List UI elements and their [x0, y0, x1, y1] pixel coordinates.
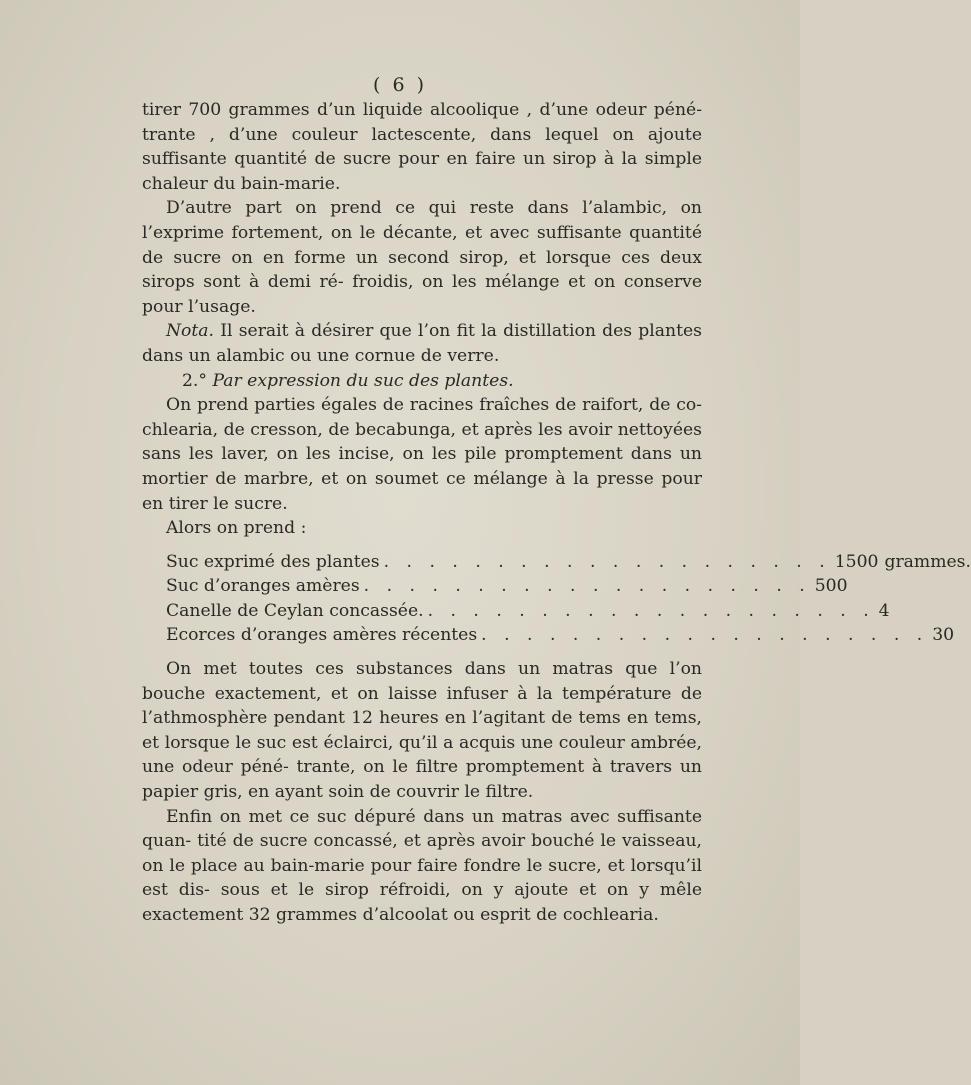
nota-paragraph	[142, 319, 702, 368]
section-heading	[142, 369, 702, 394]
section-title: Par expression du suc des plantes.	[212, 370, 514, 391]
recipe-row	[166, 550, 971, 575]
ingredient-quantity: 4	[878, 600, 890, 621]
nota-label: Nota.	[166, 321, 215, 342]
leader-dots: . . . . . . . . . . . . . . . . . . . .	[427, 600, 875, 621]
ingredient-name: Suc d’oranges amères	[166, 576, 360, 597]
leader-dots: . . . . . . . . . . . . . . . . . . . .	[363, 576, 811, 597]
section-number: 2.°	[182, 370, 207, 391]
paragraph-final: Enfin on met ce suc dépuré dans un matras avec suffisante quan- tité de sucre concassé, et après avoir bouché le vaisseau, on le place au bain-marie pour faire fondre le sucre, et lorsqu’il est dis- sous et le sirop réfroidi, on y ajoute et on y mêle exactement 32 grammes d’alcoolat ou esprit de cochlearia.	[142, 806, 702, 925]
leader-dots: . . . . . . . . . . . . . . . . . . . .	[481, 625, 929, 646]
ingredient-quantity: 1500	[834, 551, 879, 572]
page-number: ( 6 )	[373, 74, 427, 96]
paragraph-infusion: On met toutes ces substances dans un matras que l’on bouche exactement, et on laisse infuser à la température de l’athmosphère pendant 12 heures en l’agitant de tems en tems, et lorsque le suc est éclairci, qu’il a acquis une couleur ambrée, une odeur péné- trante, on le filtre promptement à travers un papier gris, en ayant soin de couvrir le filtre.	[142, 659, 702, 803]
leader-dots: . . . . . . . . . . . . . . . . . . . .	[383, 551, 831, 572]
ingredient-quantity: 500	[814, 576, 848, 597]
ingredient-unit: grammes.	[884, 551, 971, 572]
ingredient-name: Canelle de Ceylan concassée.	[166, 600, 424, 621]
nota-text: Il serait à désirer que l’on fit la distillation des plantes dans un alambic ou une cornue de verre.	[142, 321, 703, 366]
paragraph-alors: Alors on prend :	[166, 518, 307, 539]
paragraph-continuation: tirer 700 grammes d’un liquide alcoolique , d’une odeur péné- trante , d’une couleur lactescente, dans lequel on ajoute suffisante quantité de sucre pour en faire un sirop à la simple chaleur du bain-marie.	[142, 100, 702, 194]
recipe-list	[166, 550, 971, 648]
paragraph-preparation: On prend parties égales de racines fraîches de raifort, de co- chlearia, de cresson, de becabunga, et après les avoir nettoyées sans les laver, on les incise, on les pile promptement dans un mortier de marbre, et on soumet ce mélange à la presse pour en tirer le sucre.	[142, 395, 702, 514]
ingredient-name: Suc exprimé des plantes	[166, 551, 380, 572]
recipe-row	[166, 574, 848, 599]
ingredient-quantity: 30	[932, 625, 955, 646]
recipe-row	[166, 599, 890, 624]
paragraph-second-syrup: D’autre part on prend ce qui reste dans l’alambic, on l’exprime fortement, on le décante, et avec suffisante quantité de sucre on en forme un second sirop, et lorsque ces deux sirops sont à demi ré- froidis, on les mélange et on conserve pour l’usage.	[142, 198, 702, 317]
recipe-row	[166, 623, 955, 648]
ingredient-name: Ecorces d’oranges amères récentes	[166, 625, 478, 646]
page-body	[142, 98, 971, 928]
